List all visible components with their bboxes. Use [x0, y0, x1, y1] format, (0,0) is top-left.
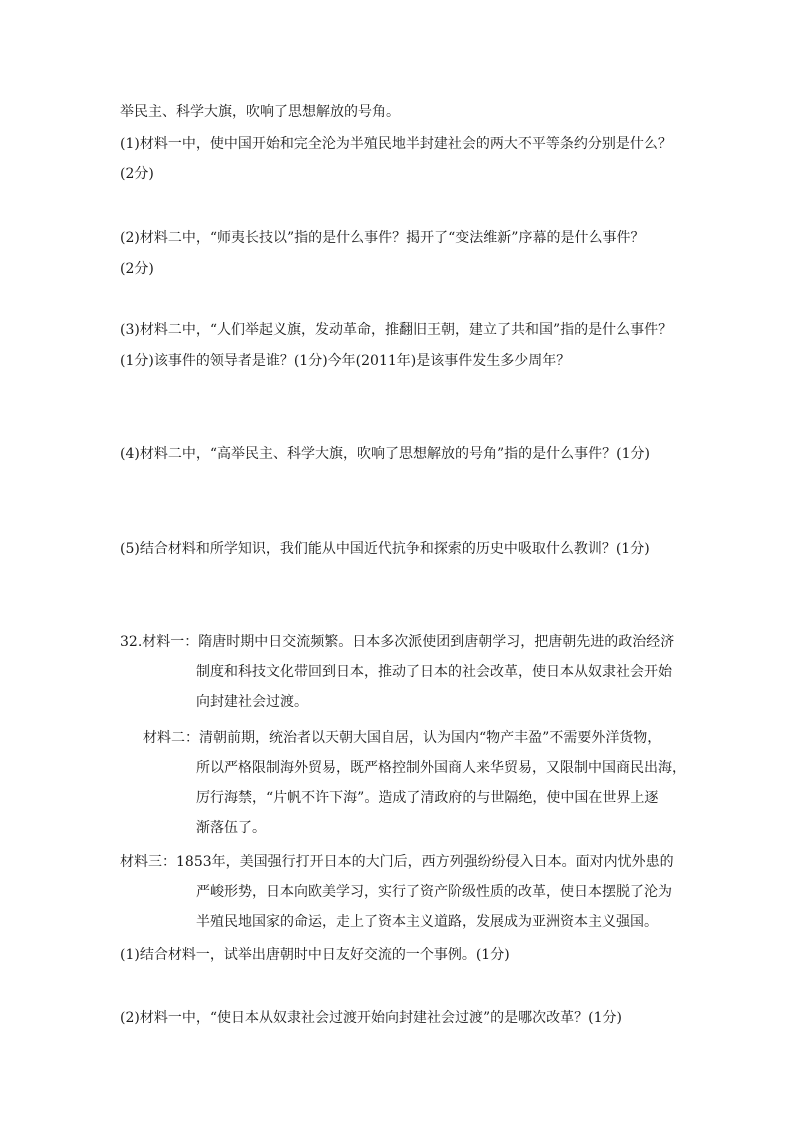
question-5: (5)结合材料和所学知识，我们能从中国近代抗争和探索的历史中吸取什么教训？(1分): [120, 541, 650, 557]
material-3-line: 严峻形势，日本向欧美学习，实行了资产阶级性质的改革，使日本摆脱了沦为: [196, 884, 672, 900]
material-3-line: 材料三：1853年，美国强行打开日本的大门后，西方列强纷纷侵入日本。面对内忧外患的: [120, 854, 674, 870]
material-1-line: 制度和科技文化带回到日本，推动了日本的社会改革，使日本从奴隶社会开始: [196, 664, 672, 680]
material-2-line: 材料二：清朝前期，统治者以天朝大国自居，认为国内“物产丰盈”不需要外洋货物，: [143, 730, 662, 746]
material-1-line: 向封建社会过渡。: [196, 694, 308, 710]
question-2: (2)材料二中，“师夷长技以”指的是什么事件？揭开了“变法维新”序幕的是什么事件？: [120, 230, 645, 246]
question-1: (1)材料一中，使中国开始和完全沦为半殖民地半封建社会的两大不平等条约分别是什么？: [120, 136, 672, 152]
material-3-line: 半殖民地国家的命运，走上了资本主义道路，发展成为亚洲资本主义强国。: [196, 914, 658, 930]
material-2-line: 所以严格限制海外贸易，既严格控制外国商人来华贸易，又限制中国商民出海，: [196, 760, 686, 776]
sub-question-2: (2)材料一中，“使日本从奴隶社会过渡开始向封建社会过渡”的是哪次改革？(1分): [120, 1010, 622, 1026]
question-3-cont: (1分)该事件的领导者是谁？(1分)今年(2011年)是该事件发生多少周年？: [120, 353, 571, 369]
question-2-score: (2分): [120, 261, 154, 277]
question-3: (3)材料二中，“人们举起义旗，发动革命，推翻旧王朝，建立了共和国”指的是什么事件？: [120, 322, 673, 338]
material-2-line: 渐落伍了。: [196, 820, 266, 836]
material-2-line: 厉行海禁，“片帆不许下海”。造成了清政府的与世隔绝，使中国在世界上逐: [196, 790, 659, 806]
question-4: (4)材料二中，“高举民主、科学大旗，吹响了思想解放的号角”指的是什么事件？(1分): [120, 446, 650, 462]
question-1-score: (2分): [120, 166, 154, 182]
sub-question-1: (1)结合材料一，试举出唐朝时中日友好交流的一个事例。(1分): [120, 947, 510, 963]
material-1-line: 32.材料一：隋唐时期中日交流频繁。日本多次派使团到唐朝学习，把唐朝先进的政治经济: [120, 634, 675, 650]
text-line: 举民主、科学大旗，吹响了思想解放的号角。: [120, 104, 400, 120]
